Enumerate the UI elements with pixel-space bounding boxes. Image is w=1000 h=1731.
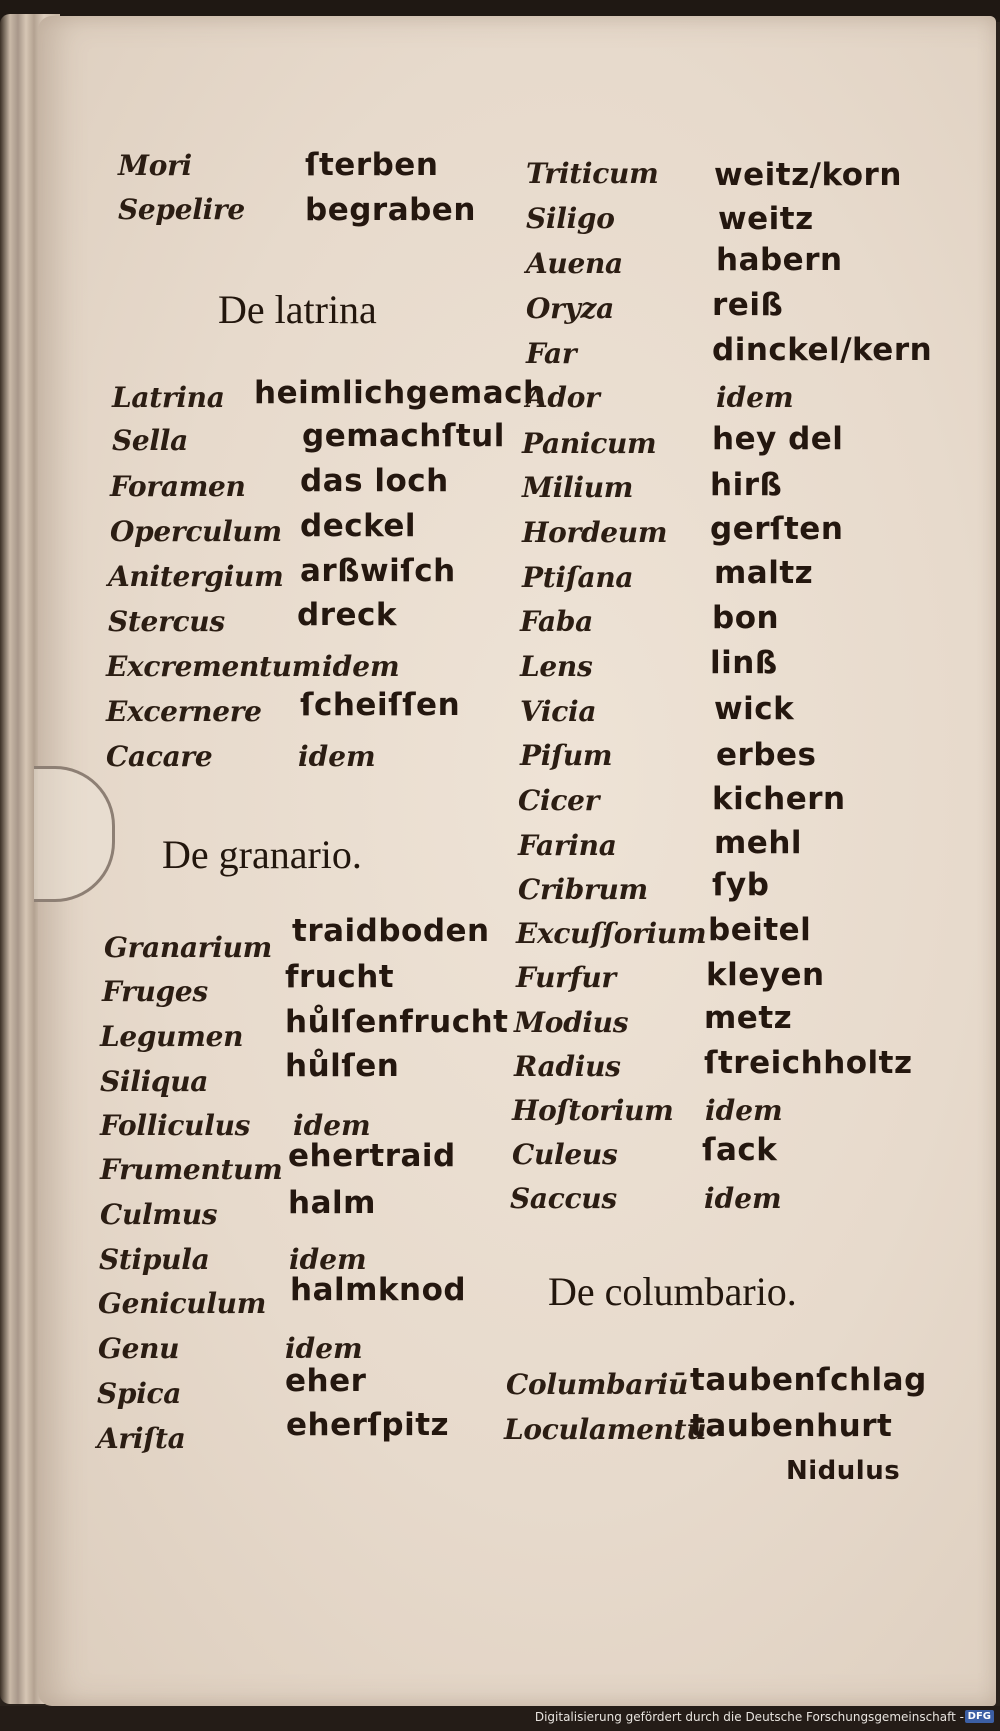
page-clip-tab bbox=[34, 766, 115, 902]
latin-term-cicer: Cicer bbox=[518, 784, 600, 817]
latin-term-genu: Genu bbox=[98, 1332, 180, 1365]
german-translation: ſack bbox=[702, 1132, 778, 1168]
german-translation: gerſten bbox=[710, 511, 844, 547]
german-translation: linß bbox=[710, 645, 778, 681]
latin-term-latrina: Latrina bbox=[112, 381, 225, 414]
german-translation: hey del bbox=[712, 421, 844, 457]
german-translation: idem bbox=[322, 650, 400, 683]
german-translation: heimlichgemach bbox=[254, 375, 546, 411]
german-translation: weitz/korn bbox=[714, 157, 902, 193]
german-translation: idem bbox=[285, 1332, 363, 1365]
latin-term-stipula: Stipula bbox=[99, 1243, 210, 1276]
german-translation: eherſpitz bbox=[286, 1407, 450, 1443]
german-translation: hůlſenfrucht bbox=[285, 1004, 509, 1040]
latin-term-milium: Milium bbox=[522, 471, 634, 504]
latin-term-cacare: Cacare bbox=[106, 740, 213, 773]
german-translation: idem bbox=[705, 1094, 783, 1127]
latin-term-culeus: Culeus bbox=[512, 1138, 618, 1171]
german-translation: dinckel/kern bbox=[712, 332, 933, 368]
latin-term-siliqua: Siliqua bbox=[100, 1065, 209, 1098]
latin-term-saccus: Saccus bbox=[510, 1182, 617, 1215]
german-translation: ehertraid bbox=[288, 1138, 456, 1174]
section-heading-de-granario: De granario. bbox=[162, 832, 362, 877]
latin-term-modius: Modius bbox=[514, 1006, 629, 1039]
latin-term-ho-torium: Hoſtorium bbox=[512, 1094, 674, 1127]
section-heading-de-latrina: De latrina bbox=[218, 287, 377, 332]
german-translation: idem bbox=[716, 381, 794, 414]
latin-term-triticum: Triticum bbox=[526, 157, 659, 190]
german-translation: halmknod bbox=[290, 1272, 467, 1308]
latin-term-panicum: Panicum bbox=[522, 427, 657, 460]
latin-term-mori: Mori bbox=[118, 149, 192, 182]
german-translation: idem bbox=[293, 1109, 371, 1142]
german-translation: metz bbox=[704, 1000, 793, 1036]
latin-term-faba: Faba bbox=[520, 605, 594, 638]
german-translation: halm bbox=[288, 1185, 376, 1221]
german-translation: kichern bbox=[712, 781, 846, 817]
german-translation: beitel bbox=[708, 912, 812, 948]
german-translation: idem bbox=[704, 1182, 782, 1215]
latin-term-geniculum: Geniculum bbox=[98, 1287, 267, 1320]
german-translation: habern bbox=[716, 242, 843, 278]
german-translation: hůlſen bbox=[285, 1048, 400, 1084]
latin-term-sella: Sella bbox=[112, 424, 188, 457]
latin-term-legumen: Legumen bbox=[100, 1020, 244, 1053]
latin-term-excernere: Excernere bbox=[106, 695, 262, 728]
latin-term-operculum: Operculum bbox=[110, 515, 282, 548]
latin-term-fruges: Fruges bbox=[102, 975, 208, 1008]
latin-term-radius: Radius bbox=[514, 1050, 621, 1083]
latin-term-loculamentu: Loculamentū bbox=[504, 1413, 707, 1446]
german-translation: idem bbox=[298, 740, 376, 773]
german-translation: hirß bbox=[710, 467, 783, 503]
latin-term-auena: Auena bbox=[526, 247, 623, 280]
latin-term-vicia: Vicia bbox=[520, 695, 597, 728]
latin-term-granarium: Granarium bbox=[104, 931, 272, 964]
latin-term-oryza: Oryza bbox=[526, 292, 614, 325]
german-translation: reiß bbox=[712, 287, 784, 323]
latin-term-furfur: Furfur bbox=[516, 961, 616, 994]
latin-term-spica: Spica bbox=[97, 1377, 182, 1410]
latin-term-columbariu: Columbariū bbox=[506, 1368, 689, 1401]
catchword: Nidulus bbox=[786, 1456, 901, 1486]
latin-term-pti-ana: Ptiſana bbox=[522, 561, 634, 594]
latin-term-excu-orium: Excuſſorium bbox=[516, 917, 707, 950]
latin-term-ador: Ador bbox=[526, 381, 600, 414]
german-translation: erbes bbox=[716, 737, 817, 773]
latin-term-pi-um: Piſum bbox=[520, 739, 613, 772]
latin-term-siligo: Siligo bbox=[526, 202, 615, 235]
latin-term-stercus: Stercus bbox=[108, 605, 225, 638]
latin-term-folliculus: Folliculus bbox=[100, 1109, 251, 1142]
latin-term-far: Far bbox=[526, 337, 577, 370]
german-translation: weitz bbox=[718, 201, 814, 237]
footer-credit: Digitalisierung gefördert durch die Deutsche Forschungsgemeinschaft - bbox=[534, 1710, 964, 1724]
section-heading-de-columbario: De columbario. bbox=[548, 1269, 797, 1314]
latin-term-frumentum: Frumentum bbox=[100, 1153, 283, 1186]
german-translation: taubenhurt bbox=[690, 1408, 893, 1444]
latin-term-lens: Lens bbox=[520, 650, 593, 683]
german-translation: wick bbox=[714, 691, 795, 727]
german-translation: ſyb bbox=[712, 867, 770, 903]
dfg-logo: DFG bbox=[965, 1710, 994, 1723]
german-translation: traidboden bbox=[292, 913, 490, 949]
latin-term-ari-ta: Ariſta bbox=[97, 1422, 186, 1455]
german-translation: ſtreichholtz bbox=[704, 1045, 913, 1081]
german-translation: taubenſchlag bbox=[690, 1362, 927, 1398]
german-translation: ſcheiſſen bbox=[300, 687, 461, 723]
german-translation: das loch bbox=[300, 463, 449, 499]
german-translation: ſterben bbox=[305, 147, 439, 183]
german-translation: mehl bbox=[714, 825, 803, 861]
latin-term-excrementum: Excrementum bbox=[106, 650, 322, 683]
german-translation: dreck bbox=[297, 597, 397, 633]
latin-term-hordeum: Hordeum bbox=[522, 516, 668, 549]
german-translation: gemachſtul bbox=[302, 418, 505, 454]
german-translation: kleyen bbox=[706, 957, 825, 993]
german-translation: deckel bbox=[300, 508, 417, 544]
german-translation: maltz bbox=[714, 555, 814, 591]
latin-term-anitergium: Anitergium bbox=[108, 560, 284, 593]
german-translation: frucht bbox=[285, 959, 395, 995]
german-translation: idem bbox=[289, 1243, 367, 1276]
latin-term-farina: Farina bbox=[518, 829, 617, 862]
german-translation: arßwiſch bbox=[300, 553, 456, 589]
latin-term-sepelire: Sepelire bbox=[118, 193, 245, 226]
latin-term-culmus: Culmus bbox=[100, 1198, 218, 1231]
latin-term-cribrum: Cribrum bbox=[518, 873, 648, 906]
german-translation: bon bbox=[712, 600, 780, 636]
german-translation: eher bbox=[285, 1363, 367, 1399]
latin-term-foramen: Foramen bbox=[110, 470, 246, 503]
german-translation: begraben bbox=[305, 192, 476, 228]
